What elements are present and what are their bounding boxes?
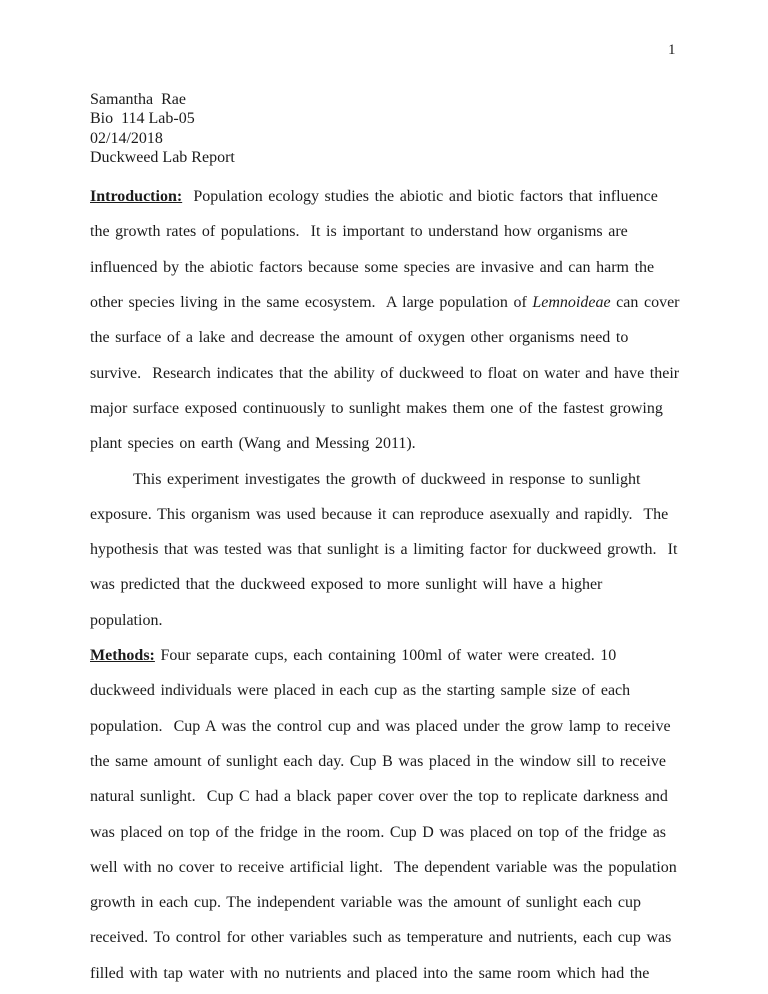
methods-paragraph (90, 638, 683, 991)
report-header (90, 90, 680, 167)
introduction-heading: Introduction: (90, 188, 183, 206)
course-label: Bio 114 Lab-05 (90, 110, 195, 128)
page-number: 1 (668, 42, 676, 58)
species-name-italic: Lemnoideae (532, 294, 611, 312)
report-date: 02/14/2018 (90, 129, 163, 147)
author-name: Samantha Rae (90, 91, 186, 108)
methods-text: Four separate cups, each containing 100ml of water were created. 10 duckweed individuals were placed in each cup as the starting sample size of each population. Cup A was the control cup and was placed under the grow lamp to receive the same amount of sunlight each day. Cup B was placed in the window sill to receive natural sunlight. Cup C had a black paper cover over the top to replicate darkness and was placed on top of the fridge in the room. Cup D was placed on top of the fridge as well with no cover to receive artificial light. The dependent variable was the population growth in each cup. The independent variable was the amount of sunlight each cup received. To control for other variables such as temperature and nutrients, each cup was filled with tap water with no nutrients and placed into the same room which had the (90, 647, 683, 982)
introduction-text-before-italic: Population ecology studies the abiotic and biotic factors that influence the growth rates of populations. It is important to understand how organisms are influenced by the abiotic factors because some species are invasive and can harm the other species living in the same ecosystem. A large population of (90, 188, 664, 312)
methods-heading: Methods: (90, 647, 155, 665)
introduction-text-after-italic: can cover the surface of a lake and decrease the amount of oxygen other organisms need to survive. Research indicates that the ability of duckweed to float on water and have their major surface exposed continuously to sunlight makes them one of the fastest growing plant species on earth (Wang and Messing 2011). (90, 294, 686, 453)
introduction-paragraph (90, 179, 686, 461)
document-content (90, 90, 686, 991)
report-title: Duckweed Lab Report (90, 148, 235, 166)
experiment-paragraph: This experiment investigates the growth of duckweed in response to sunlight exposure. This organism was used because it can reproduce asexually and rapidly. The hypothesis that was tested was that sunlight is a limiting factor for duckweed growth. It was predicted that the duckweed exposed to more sunlight will have a higher population. (90, 470, 684, 629)
